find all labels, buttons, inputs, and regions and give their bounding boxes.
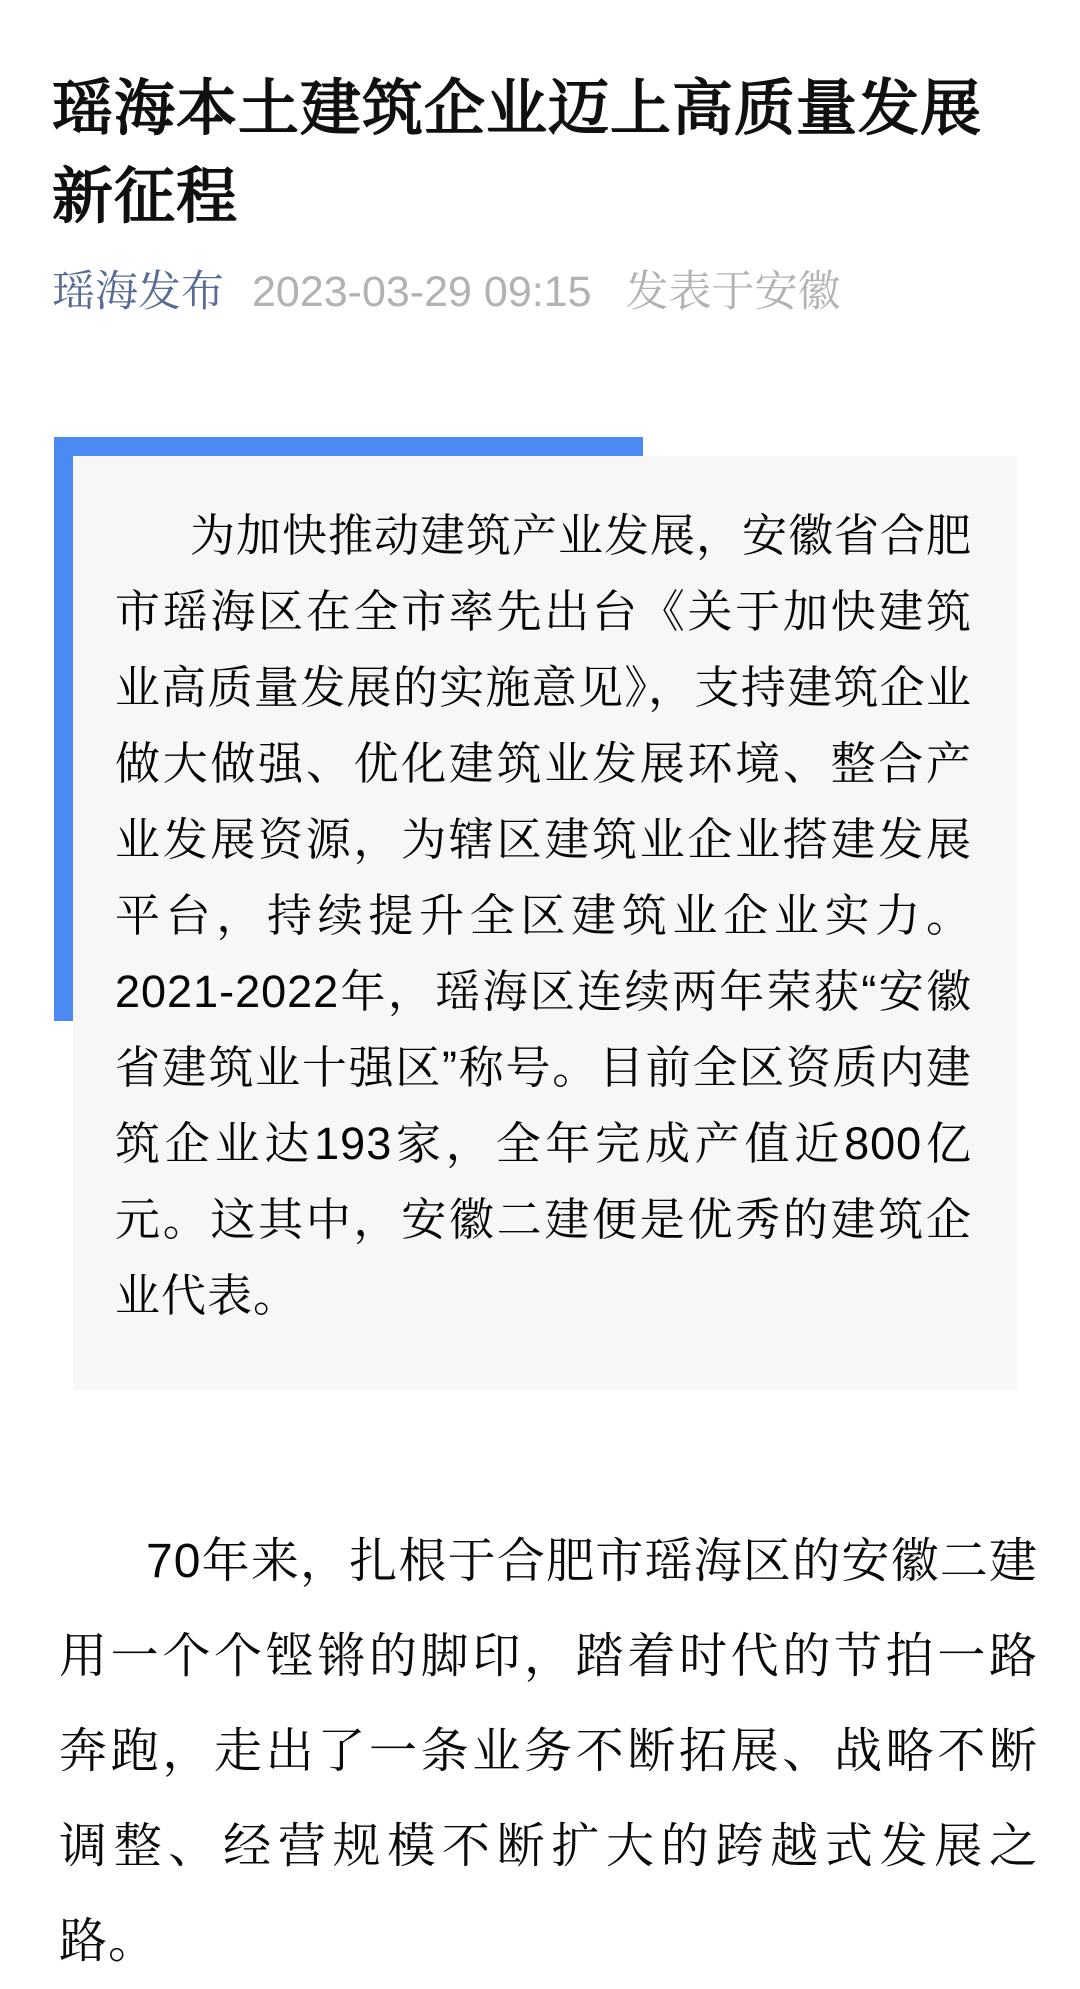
quote-accent-bar-vertical: [54, 437, 73, 1021]
publish-datetime: 2023-03-29 09:15: [252, 268, 592, 316]
byline: [52, 266, 1032, 318]
quote-accent-bar-horizontal: [54, 437, 643, 456]
account-name-link[interactable]: 瑶海发布: [52, 268, 224, 316]
publish-location: 发表于安徽: [625, 268, 841, 316]
body-paragraph: 70年来，扎根于合肥市瑶海区的安徽二建用一个个铿锵的脚印，踏着时代的节拍一路奔跑，走出了一条业务不断拓展、战略不断调整、经营规模不断扩大的跨越式发展之路。: [59, 1535, 1038, 1968]
article-title: 瑶海本土建筑企业迈上高质量发展新征程: [52, 74, 983, 230]
quote-text: 为加快推动建筑产业发展，安徽省合肥市瑶海区在全市率先出台《关于加快建筑业高质量发展的实施意见》，支持建筑企业做大做强、优化建筑业发展环境、整合产业发展资源，为辖区建筑业企业搭建发展平台，持续提升全区建筑业企业实力。2021-2022年，瑶海区连续两年荣获“安徽省建筑业十强区”称号。目前全区资质内建筑企业达193家，全年完成产值近800亿元。这其中，安徽二建便是优秀的建筑企业代表。: [115, 510, 973, 1321]
quote-box: [73, 456, 1017, 1390]
